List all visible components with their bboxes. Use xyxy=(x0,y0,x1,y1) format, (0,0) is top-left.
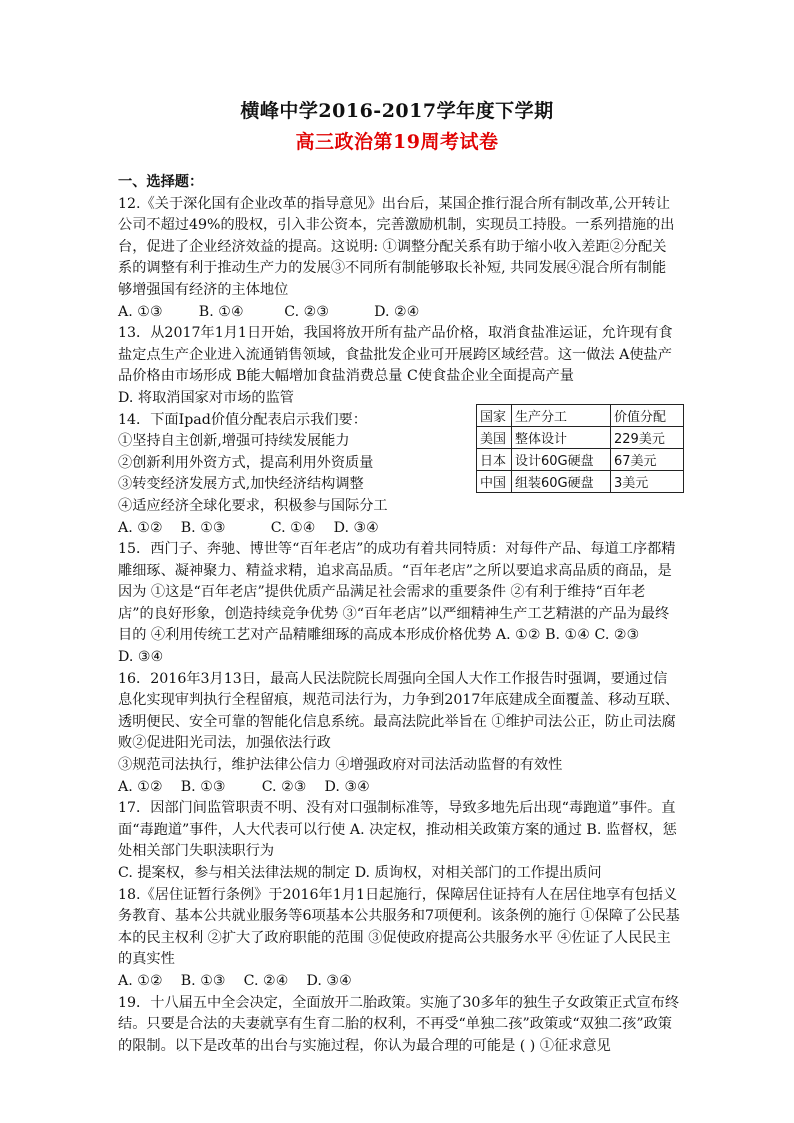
question-18-stem: 18.《居住证暂行条例》于2016年1月1日起施行，保障居住证持有人在居住地享有包括义务教育、基本公共就业服务等6项基本公共服务和7项便利。该条例的施行 ①保障了公民基本的民主权利 ②扩大了政府职能的范围 ③促使政府提高公共服务水平 ④佐证了人民民主的真实性 xyxy=(118,886,680,968)
question-16-options: A. ①② B. ①③ C. ②③ D. ③④ xyxy=(118,778,370,795)
question-13-options: D. 将取消国家对市场的监管 xyxy=(118,389,294,406)
table-cell: 中国 xyxy=(477,471,512,493)
table-cell: 美国 xyxy=(477,427,512,449)
table-row xyxy=(477,427,684,449)
page-title: 横峰中学2016-2017学年度下学期 xyxy=(240,100,554,122)
ipad-value-table xyxy=(476,404,684,493)
page-subtitle: 高三政治第19周考试卷 xyxy=(295,131,499,153)
table-row xyxy=(477,449,684,471)
question-14-line-4: ④适应经济全球化要求，积极参与国际分工 xyxy=(118,497,388,514)
question-18-options: A. ①② B. ①③ C. ②④ D. ③④ xyxy=(118,972,352,989)
table-cell: 设计60G硬盘 xyxy=(512,449,611,471)
table-cell: 229美元 xyxy=(611,427,684,449)
table-header-cell: 国家 xyxy=(477,405,512,427)
table-header-cell: 生产分工 xyxy=(512,405,611,427)
table-cell: 整体设计 xyxy=(512,427,611,449)
table-cell: 3美元 xyxy=(611,471,684,493)
table-row xyxy=(477,471,684,493)
question-14-stem: 14．下面Ipad价值分配表启示我们要： xyxy=(118,411,367,428)
exam-body xyxy=(118,172,680,1057)
question-19-stem: 19．十八届五中全会决定，全面放开二胎政策。实施了30多年的独生子女政策正式宣布终结。只要是合法的夫妻就享有生育二胎的权利，不再受“单独二孩”政策或“双独二孩”政策的限制。以下是改革的出台与实施过程，你认为最合理的可能是 ( ) ①征求意见 xyxy=(118,994,680,1054)
question-13-stem: 13．从2017年1月1日开始，我国将放开所有盐产品价格，取消食盐准运证，允许现有食盐定点生产企业进入流通销售领域，食盐批发企业可开展跨区域经营。这一做法 A使盐产品价格由市场形成 B能大幅增加食盐消费总量 C使食盐企业全面提高产量 xyxy=(118,325,673,385)
question-16-stem: 16．2016年3月13日，最高人民法院院长周强向全国人大作工作报告时强调，要通过信息化实现审判执行全程留痕，规范司法行为，力争到2017年底建成全面覆盖、移动互联、透明便民、安全可靠的智能化信息系统。最高法院此举旨在 ①维护司法公正，防止司法腐败②促进阳光司法，加强依法行政 xyxy=(118,670,680,752)
question-14-line-1: ①坚持自主创新,增强可持续发展能力 xyxy=(118,433,350,450)
table-cell: 67美元 xyxy=(611,449,684,471)
question-15-options: D. ③④ xyxy=(118,649,164,666)
question-12-options: A. ①③ B. ①④ C. ②③ D. ②④ xyxy=(118,303,420,320)
question-15-stem: 15．西门子、奔驰、博世等“百年老店”的成功有着共同特质：对每件产品、每道工序都精雕细琢、凝神聚力、精益求精，追求高品质。“百年老店”之所以要追求高品质的商品，是因为 ①这是“百年老店”提供优质产品满足社会需求的重要条件 ②有利于维持“百年老店”的良好形象，创造持续竞争优势 ③“百年老店”以严细精神生产工艺精湛的产品为最终目的 ④利用传统工艺对产品精雕细琢的高成本形成价格优势 A. ①② B. ①④ C. ②③ xyxy=(118,541,676,644)
table-cell: 日本 xyxy=(477,449,512,471)
table-header-cell: 价值分配 xyxy=(611,405,684,427)
question-17-stem: 17．因部门间监管职责不明、没有对口强制标准等，导致多地先后出现“毒跑道”事件。直面“毒跑道”事件，人大代表可以行使 A. 决定权，推动相关政策方案的通过 B. 监督权，惩处相关部门失职渎职行为 xyxy=(118,800,677,860)
question-17-options: C. 提案权，参与相关法律法规的制定 D. 质询权，对相关部门的工作提出质问 xyxy=(118,865,602,881)
section-heading: 一、选择题： xyxy=(118,174,204,190)
question-16-line-1: ③规范司法执行，维护法律公信力 ④增强政府对司法活动监督的有效性 xyxy=(118,757,563,774)
question-12-stem: 12.《关于深化国有企业改革的指导意见》出台后，某国企推行混合所有制改革,公开转让公司不超过49%的股权，引入非公资本，完善激励机制，实现员工持股。一系列措施的出台，促进了企业经济效益的提高。这说明: ①调整分配关系有助于缩小收入差距②分配关系的调整有利于推动生产力的发展③不同所有制能够取长补短, 共同发展④混合所有制能够增强国有经济的主体地位 xyxy=(118,195,675,298)
question-14-options: A. ①② B. ①③ C. ①④ D. ③④ xyxy=(118,519,379,536)
question-14-line-2: ②创新利用外资方式，提高利用外资质量 xyxy=(118,454,374,471)
table-header-row xyxy=(477,405,684,427)
table-cell: 组装60G硬盘 xyxy=(512,471,611,493)
question-14-line-3: ③转变经济发展方式,加快经济结构调整 xyxy=(118,476,364,493)
